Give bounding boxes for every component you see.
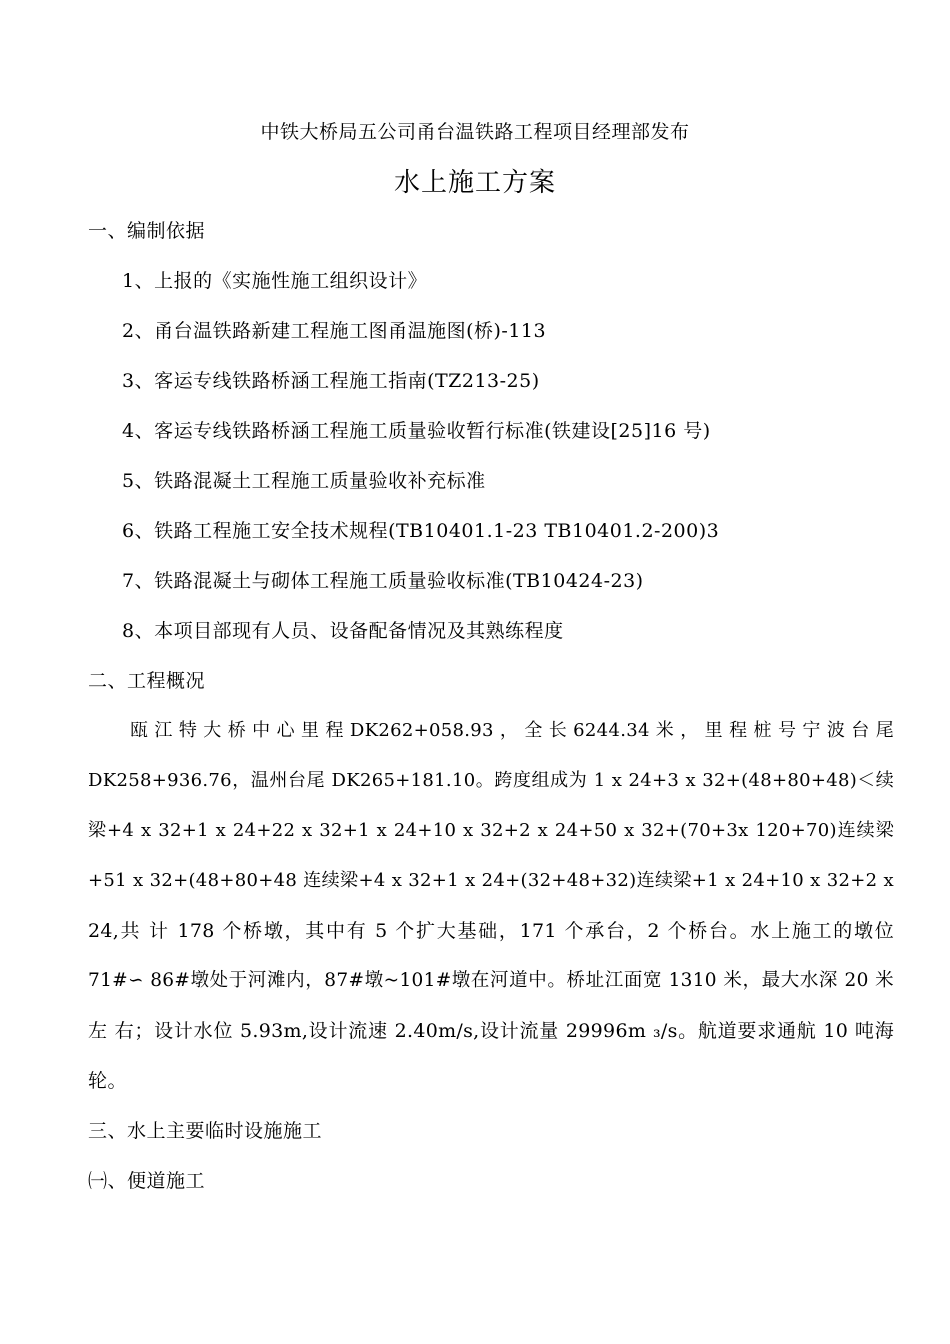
overview-line-4: +51 x 32+(48+80+48 连续梁+4 x 32+1 x 24+(32+48+32)连续梁+1 x 24+10 x 32+2 x: [88, 870, 894, 891]
subsection-heading-access-road: ㈠、便道施工: [88, 1170, 206, 1192]
publisher-line: 中铁大桥局五公司甬台温铁路工程项目经理部发布: [260, 121, 690, 143]
overview-line-3: 梁+4 x 32+1 x 24+22 x 32+1 x 24+10 x 32+2 x 24+50 x 32+(70+3x 120+70)连续梁: [88, 820, 894, 841]
basis-item-4: 4、客运专线铁路桥涵工程施工质量验收暂行标准(铁建设[25]16 号): [122, 420, 711, 442]
overview-line-2: DK258+936.76，温州台尾 DK265+181.10。跨度组成为 1 x 24+3 x 32+(48+80+48)＜续: [88, 770, 894, 791]
basis-item-3: 3、客运专线铁路桥涵工程施工指南(TZ213-25): [122, 370, 540, 392]
overview-line-7: 左 右；设计水位 5.93m,设计流速 2.40m/s,设计流量 29996m ₃/s。航道要求通航 10 吨海: [88, 1020, 894, 1042]
section-heading-basis: 一、编制依据: [88, 220, 206, 242]
basis-item-1: 1、上报的《实施性施工组织设计》: [122, 270, 428, 292]
overview-line-8: 轮。: [88, 1070, 128, 1092]
basis-item-6: 6、铁路工程施工安全技术规程(TB10401.1-23 TB10401.2-200)3: [122, 520, 720, 542]
overview-line-1: 瓯 江 特 大 桥 中 心 里 程 DK262+058.93 ， 全 长 6244.34 米 ， 里 程 桩 号 宁 波 台 尾: [130, 720, 894, 741]
basis-item-5: 5、铁路混凝土工程施工质量验收补充标准: [122, 470, 486, 492]
overview-line-5: 24,共 计 178 个桥墩，其中有 5 个扩大基础，171 个承台，2 个桥台。水上施工的墩位: [88, 920, 894, 942]
document-title: 水上施工方案: [393, 168, 556, 198]
section-heading-overview: 二、工程概况: [88, 670, 206, 692]
basis-item-7: 7、铁路混凝土与砌体工程施工质量验收标准(TB10424-23): [122, 570, 644, 592]
section-heading-temporary-facilities: 三、水上主要临时设施施工: [88, 1120, 323, 1142]
basis-item-2: 2、甬台温铁路新建工程施工图甬温施图(桥)-113: [122, 320, 547, 342]
basis-item-8: 8、本项目部现有人员、设备配备情况及其熟练程度: [122, 620, 564, 642]
overview-line-6: 71#∽ 86#墩处于河滩内，87#墩~101#墩在河道中。桥址江面宽 1310 米，最大水深 20 米: [88, 970, 894, 991]
